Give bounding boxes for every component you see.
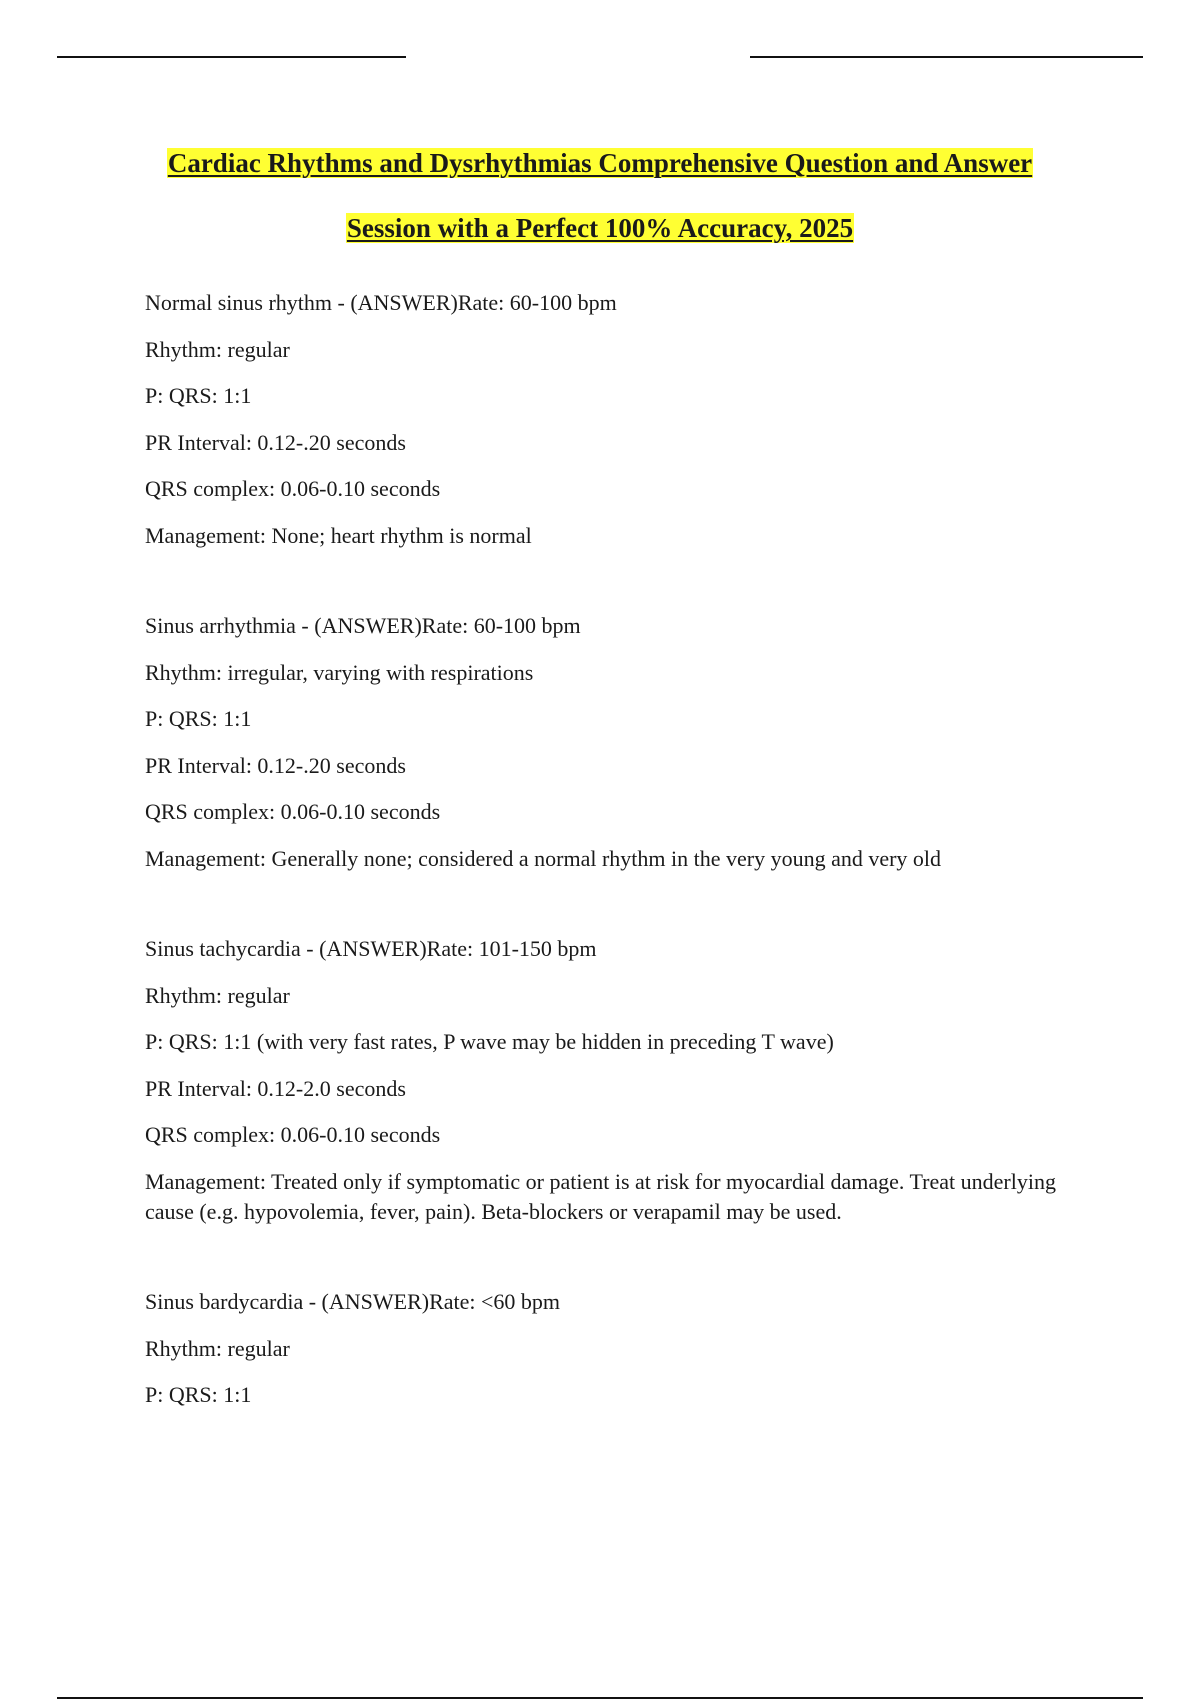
title-text-line-1: Cardiac Rhythms and Dysrhythmias Comprehensive Question and Answer: [167, 148, 1033, 178]
entry-detail-line: PR Interval: 0.12-.20 seconds: [145, 429, 406, 455]
document-title-line-2: [0, 211, 1200, 245]
footer-rule: [57, 1697, 1143, 1699]
header-rule-left: [57, 56, 406, 58]
qa-entry-sinus-arrhythmia: [145, 611, 1065, 874]
entry-detail-line: Rhythm: regular: [145, 336, 290, 362]
title-text-line-2: Session with a Perfect 100% Accuracy, 2025: [346, 213, 854, 243]
entry-detail-line: PR Interval: 0.12-2.0 seconds: [145, 1075, 406, 1101]
entry-detail-line: Rhythm: irregular, varying with respirations: [145, 659, 534, 685]
entry-detail-line: P: QRS: 1:1: [145, 706, 252, 732]
entry-detail-line: Management: Treated only if symptomatic or patient is at risk for myocardial damage. Treat underlying cause (e.g. hypovolemia, fever, pain). Beta-blockers or verapamil may be used.: [145, 1168, 1056, 1224]
qa-entry-normal-sinus-rhythm: [145, 288, 1065, 551]
entry-detail-line: QRS complex: 0.06-0.10 seconds: [145, 799, 441, 825]
entry-question-line: Sinus tachycardia - (ANSWER)Rate: 101-150 bpm: [145, 935, 597, 961]
entry-detail-line: QRS complex: 0.06-0.10 seconds: [145, 476, 441, 502]
header-rule-right: [750, 56, 1143, 58]
qa-entry-sinus-tachycardia: [145, 934, 1065, 1227]
entry-detail-line: Rhythm: regular: [145, 1335, 290, 1361]
document-title-line-1: [0, 146, 1200, 180]
entry-detail-line: PR Interval: 0.12-.20 seconds: [145, 752, 406, 778]
qa-entry-sinus-bradycardia: [145, 1287, 1065, 1410]
entry-detail-line: Management: Generally none; considered a normal rhythm in the very young and very old: [145, 845, 942, 871]
document-body: [145, 288, 1065, 1410]
entry-question-line: Sinus bardycardia - (ANSWER)Rate: <60 bpm: [145, 1288, 561, 1314]
entry-detail-line: Management: None; heart rhythm is normal: [145, 522, 532, 548]
entry-detail-line: QRS complex: 0.06-0.10 seconds: [145, 1122, 441, 1148]
entry-detail-line: P: QRS: 1:1: [145, 383, 252, 409]
entry-detail-line: P: QRS: 1:1 (with very fast rates, P wave may be hidden in preceding T wave): [145, 1029, 834, 1055]
entry-detail-line: P: QRS: 1:1: [145, 1382, 252, 1408]
entry-detail-line: Rhythm: regular: [145, 982, 290, 1008]
entry-question-line: Normal sinus rhythm - (ANSWER)Rate: 60-100 bpm: [145, 290, 617, 315]
entry-question-line: Sinus arrhythmia - (ANSWER)Rate: 60-100 bpm: [145, 612, 581, 638]
